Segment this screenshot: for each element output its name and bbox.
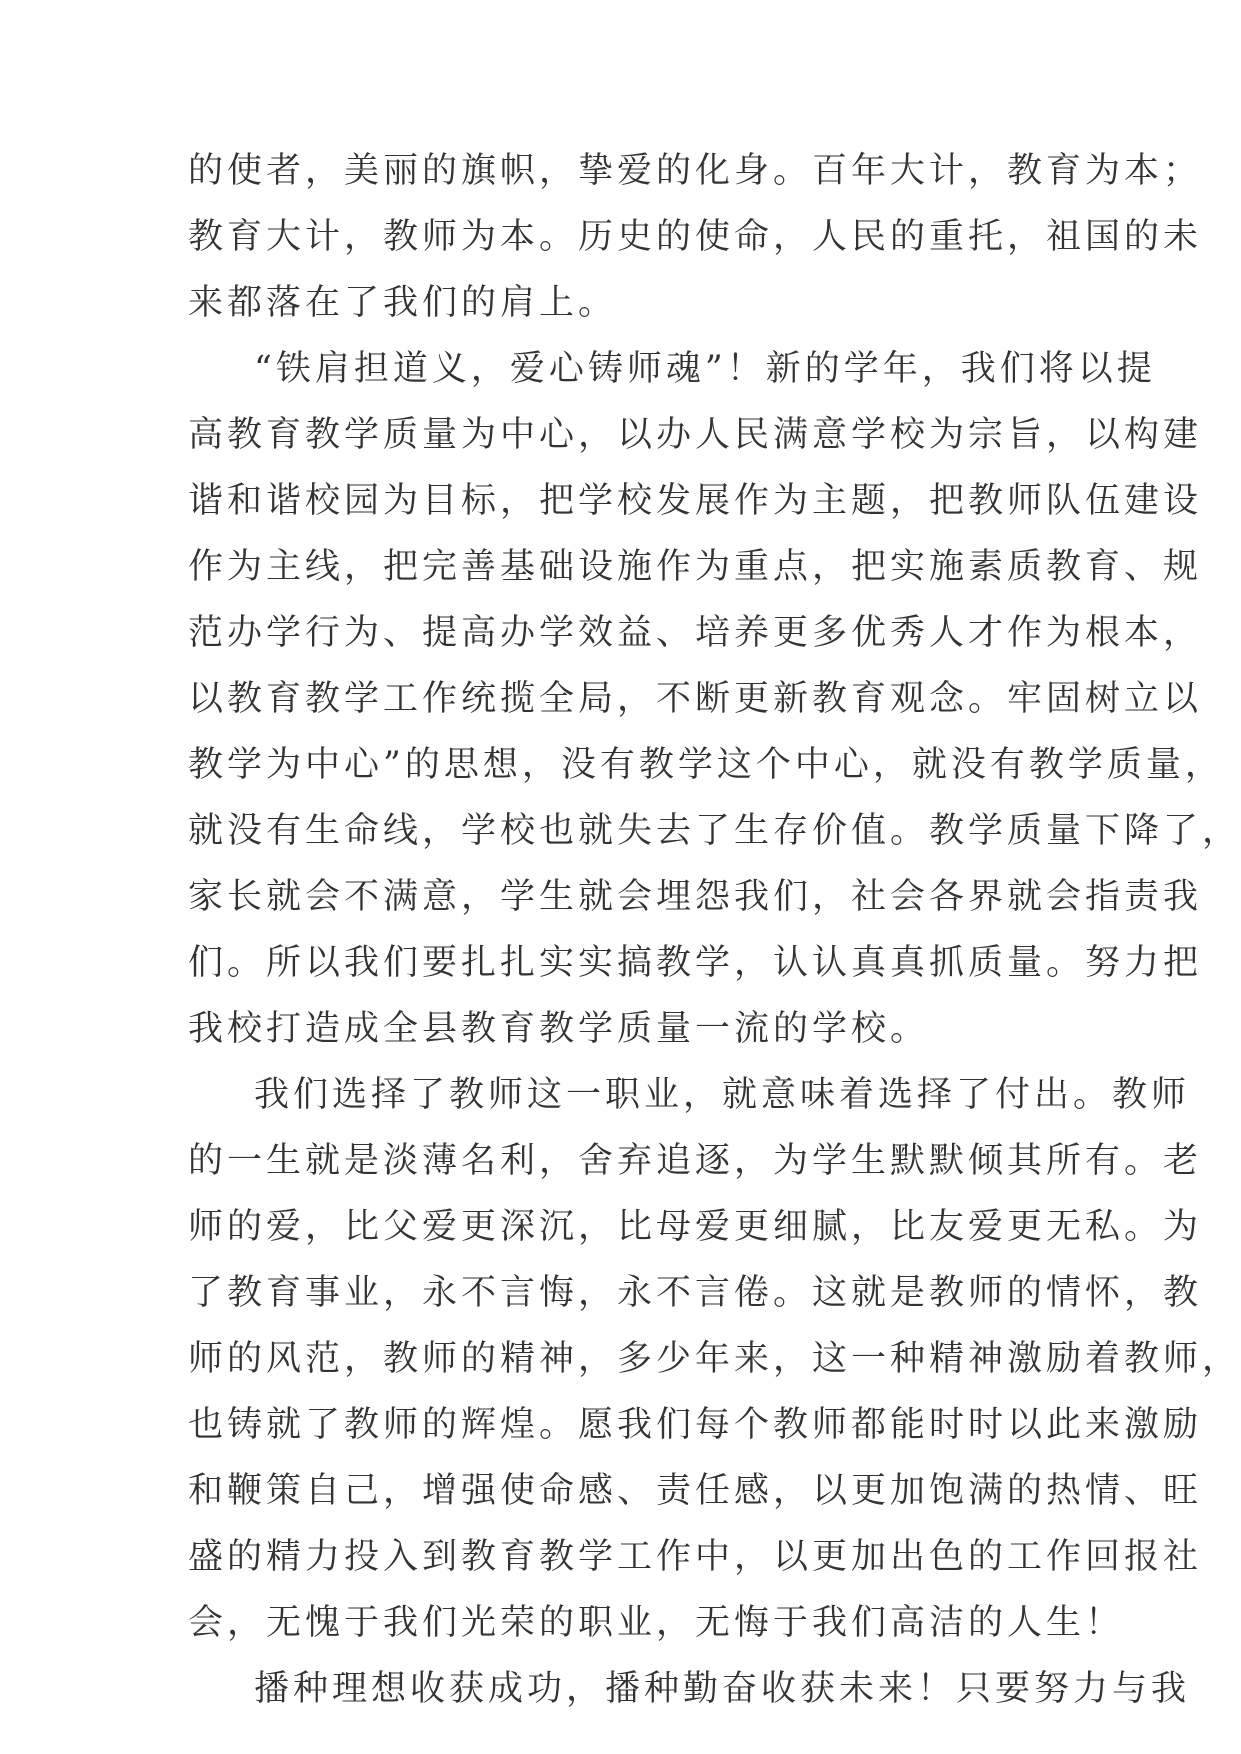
text-line: 作为主线，把完善基础设施作为重点，把实施素质教育、规	[188, 547, 1203, 587]
text-line: 和鞭策自己，增强使命感、责任感，以更加饱满的热情、旺	[188, 1471, 1203, 1511]
paragraph	[188, 336, 1241, 1062]
text-line: 家长就会不满意，学生就会埋怨我们，社会各界就会指责我	[188, 877, 1203, 917]
text-line: 我们选择了教师这一职业，就意味着选择了付出。教师	[254, 1075, 1191, 1115]
text-line: 们。所以我们要扎扎实实搞教学，认认真真抓质量。努力把	[188, 943, 1203, 983]
text-line: 的使者，美丽的旗帜，挚爱的化身。百年大计，教育为本；	[188, 151, 1203, 191]
text-line: 教学为中心”的思想，没有教学这个中心，就没有教学质量，	[188, 745, 1224, 785]
paragraph	[188, 1062, 1241, 1656]
text-line: 师的爱，比父爱更深沉，比母爱更细腻，比友爱更无私。为	[188, 1207, 1203, 1247]
text-line: 了教育事业，永不言悔，永不言倦。这就是教师的情怀，教	[188, 1273, 1203, 1313]
text-line: 就没有生命线，学校也就失去了生存价值。教学质量下降了，	[188, 811, 1241, 851]
text-line: 谐和谐校园为目标，把学校发展作为主题，把教师队伍建设	[188, 481, 1203, 521]
text-line: 以教育教学工作统揽全局，不断更新教育观念。牢固树立以	[188, 679, 1203, 719]
text-line: 也铸就了教师的辉煌。愿我们每个教师都能时时以此来激励	[188, 1405, 1203, 1445]
text-line: 我校打造成全县教育教学质量一流的学校。	[188, 1009, 930, 1049]
text-line: 播种理想收获成功，播种勤奋收获未来！只要努力与我	[254, 1669, 1191, 1709]
paragraph	[188, 138, 1203, 336]
text-line: “铁肩担道义，爱心铸师魂”！新的学年，我们将以提	[254, 349, 1156, 389]
text-line: 高教育教学质量为中心，以办人民满意学校为宗旨，以构建	[188, 415, 1203, 455]
paragraph	[188, 1656, 1191, 1722]
text-line: 的一生就是淡薄名利，舍弃追逐，为学生默默倾其所有。老	[188, 1141, 1203, 1181]
text-line: 教育大计，教师为本。历史的使命，人民的重托，祖国的未	[188, 217, 1203, 257]
document-page	[188, 138, 1241, 1722]
text-line: 师的风范，教师的精神，多少年来，这一种精神激励着教师，	[188, 1339, 1241, 1379]
text-line: 会，无愧于我们光荣的职业，无悔于我们高洁的人生！	[188, 1603, 1125, 1643]
text-line: 来都落在了我们的肩上。	[188, 283, 618, 323]
text-line: 范办学行为、提高办学效益、培养更多优秀人才作为根本，	[188, 613, 1203, 653]
text-line: 盛的精力投入到教育教学工作中，以更加出色的工作回报社	[188, 1537, 1203, 1577]
